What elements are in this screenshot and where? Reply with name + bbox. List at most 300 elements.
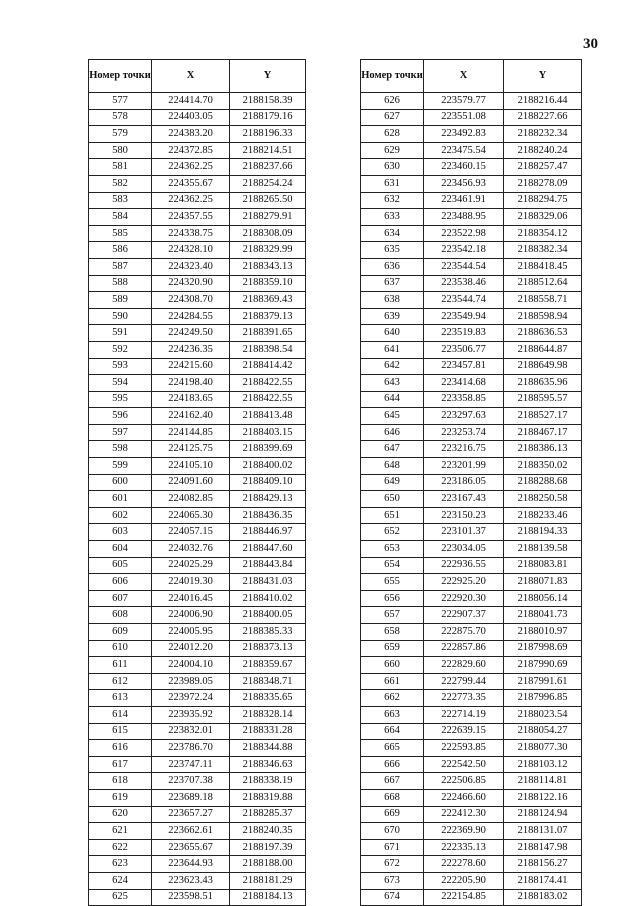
- cell-y: 2188254.24: [230, 175, 306, 192]
- cell-point-number: 655: [361, 574, 424, 591]
- cell-y: 2188400.02: [230, 458, 306, 475]
- cell-point-number: 661: [361, 673, 424, 690]
- cell-y: 2188331.28: [230, 723, 306, 740]
- cell-point-number: 648: [361, 458, 424, 475]
- cell-point-number: 589: [89, 292, 152, 309]
- cell-x: 224249.50: [152, 325, 230, 342]
- cell-y: 2188156.27: [504, 856, 582, 873]
- table-row: [89, 839, 306, 856]
- cell-point-number: 662: [361, 690, 424, 707]
- cell-point-number: 607: [89, 590, 152, 607]
- table-row: [89, 408, 306, 425]
- table-row: [361, 839, 582, 856]
- cell-point-number: 645: [361, 408, 424, 425]
- cell-y: 2188467.17: [504, 424, 582, 441]
- table-row: [89, 93, 306, 110]
- cell-y: 2187998.69: [504, 640, 582, 657]
- cell-point-number: 613: [89, 690, 152, 707]
- table-row: [361, 109, 582, 126]
- table-row: [361, 275, 582, 292]
- cell-x: 224005.95: [152, 624, 230, 641]
- table-row: [361, 391, 582, 408]
- table-row: [361, 375, 582, 392]
- table-row: [361, 441, 582, 458]
- cell-point-number: 616: [89, 740, 152, 757]
- cell-point-number: 578: [89, 109, 152, 126]
- cell-point-number: 631: [361, 175, 424, 192]
- cell-point-number: 618: [89, 773, 152, 790]
- cell-y: 2187991.61: [504, 673, 582, 690]
- cell-point-number: 671: [361, 839, 424, 856]
- cell-y: 2188335.65: [230, 690, 306, 707]
- cell-x: 223519.83: [424, 325, 504, 342]
- cell-y: 2188240.35: [230, 823, 306, 840]
- cell-y: 2188233.46: [504, 507, 582, 524]
- cell-y: 2188250.58: [504, 491, 582, 508]
- cell-x: 224215.60: [152, 358, 230, 375]
- cell-x: 222542.50: [424, 756, 504, 773]
- table-row: [361, 590, 582, 607]
- table-row: [361, 723, 582, 740]
- cell-point-number: 652: [361, 524, 424, 541]
- table-row: [89, 308, 306, 325]
- cell-point-number: 666: [361, 756, 424, 773]
- cell-y: 2188403.15: [230, 424, 306, 441]
- cell-x: 223786.70: [152, 740, 230, 757]
- cell-point-number: 623: [89, 856, 152, 873]
- cell-x: 224403.05: [152, 109, 230, 126]
- cell-y: 2188443.84: [230, 557, 306, 574]
- table-row: [361, 872, 582, 889]
- cell-y: 2188184.13: [230, 889, 306, 906]
- cell-point-number: 665: [361, 740, 424, 757]
- cell-y: 2188174.41: [504, 872, 582, 889]
- cell-point-number: 577: [89, 93, 152, 110]
- cell-x: 222925.20: [424, 574, 504, 591]
- cell-y: 2188369.43: [230, 292, 306, 309]
- cell-y: 2188194.33: [504, 524, 582, 541]
- cell-y: 2188558.71: [504, 292, 582, 309]
- table-body-right: [361, 93, 582, 906]
- cell-y: 2188359.10: [230, 275, 306, 292]
- cell-y: 2188179.16: [230, 109, 306, 126]
- cell-x: 224019.30: [152, 574, 230, 591]
- cell-point-number: 587: [89, 258, 152, 275]
- cell-point-number: 621: [89, 823, 152, 840]
- table-row: [361, 126, 582, 143]
- cell-y: 2188124.94: [504, 806, 582, 823]
- cell-x: 223186.05: [424, 474, 504, 491]
- cell-x: 222593.85: [424, 740, 504, 757]
- cell-point-number: 629: [361, 142, 424, 159]
- cell-y: 2188359.67: [230, 657, 306, 674]
- cell-x: 224125.75: [152, 441, 230, 458]
- cell-y: 2188595.57: [504, 391, 582, 408]
- table-header-row: [89, 60, 306, 93]
- cell-x: 223297.63: [424, 408, 504, 425]
- cell-y: 2188338.19: [230, 773, 306, 790]
- cell-x: 222205.90: [424, 872, 504, 889]
- cell-y: 2188399.69: [230, 441, 306, 458]
- cell-y: 2188373.13: [230, 640, 306, 657]
- table-row: [361, 358, 582, 375]
- cell-point-number: 625: [89, 889, 152, 906]
- table-row: [361, 225, 582, 242]
- cell-y: 2188329.99: [230, 242, 306, 259]
- table-row: [89, 109, 306, 126]
- cell-point-number: 673: [361, 872, 424, 889]
- cell-x: 224320.90: [152, 275, 230, 292]
- table-row: [89, 192, 306, 209]
- table-row: [89, 590, 306, 607]
- cell-x: 224012.20: [152, 640, 230, 657]
- cell-x: 223101.37: [424, 524, 504, 541]
- cell-point-number: 614: [89, 706, 152, 723]
- table-row: [361, 856, 582, 873]
- cell-x: 224065.30: [152, 507, 230, 524]
- cell-x: 222773.35: [424, 690, 504, 707]
- cell-y: 2188400.05: [230, 607, 306, 624]
- header-y: Y: [230, 60, 306, 93]
- table-body-left: [89, 93, 306, 906]
- cell-x: 223475.54: [424, 142, 504, 159]
- cell-point-number: 599: [89, 458, 152, 475]
- header-point-number: Номер точки: [89, 60, 152, 93]
- cell-y: 2188077.30: [504, 740, 582, 757]
- cell-y: 2188288.68: [504, 474, 582, 491]
- cell-y: 2188422.55: [230, 375, 306, 392]
- cell-point-number: 595: [89, 391, 152, 408]
- cell-x: 223972.24: [152, 690, 230, 707]
- cell-x: 224362.25: [152, 192, 230, 209]
- cell-y: 2188391.65: [230, 325, 306, 342]
- table-row: [89, 806, 306, 823]
- cell-point-number: 656: [361, 590, 424, 607]
- cell-y: 2188197.39: [230, 839, 306, 856]
- cell-y: 2188429.13: [230, 491, 306, 508]
- cell-point-number: 624: [89, 872, 152, 889]
- cell-y: 2188265.50: [230, 192, 306, 209]
- table-row: [89, 507, 306, 524]
- cell-x: 224144.85: [152, 424, 230, 441]
- cell-y: 2187990.69: [504, 657, 582, 674]
- table-row: [361, 325, 582, 342]
- cell-point-number: 670: [361, 823, 424, 840]
- cell-x: 224198.40: [152, 375, 230, 392]
- cell-point-number: 584: [89, 209, 152, 226]
- cell-point-number: 590: [89, 308, 152, 325]
- cell-y: 2188636.53: [504, 325, 582, 342]
- header-point-number: Номер точки: [361, 60, 424, 93]
- cell-y: 2188422.55: [230, 391, 306, 408]
- cell-point-number: 646: [361, 424, 424, 441]
- cell-x: 223506.77: [424, 341, 504, 358]
- table-row: [361, 258, 582, 275]
- cell-y: 2188188.00: [230, 856, 306, 873]
- cell-y: 2188139.58: [504, 541, 582, 558]
- header-y: Y: [504, 60, 582, 93]
- cell-x: 223457.81: [424, 358, 504, 375]
- cell-point-number: 619: [89, 789, 152, 806]
- cell-point-number: 581: [89, 159, 152, 176]
- cell-x: 222369.90: [424, 823, 504, 840]
- cell-point-number: 628: [361, 126, 424, 143]
- cell-y: 2188196.33: [230, 126, 306, 143]
- cell-y: 2188278.09: [504, 175, 582, 192]
- table-row: [89, 524, 306, 541]
- cell-x: 224006.90: [152, 607, 230, 624]
- cell-y: 2188343.13: [230, 258, 306, 275]
- cell-x: 223935.92: [152, 706, 230, 723]
- cell-x: 222335.13: [424, 839, 504, 856]
- cell-y: 2188240.24: [504, 142, 582, 159]
- table-row: [89, 756, 306, 773]
- table-row: [361, 341, 582, 358]
- cell-x: 223150.23: [424, 507, 504, 524]
- cell-y: 2188386.13: [504, 441, 582, 458]
- cell-point-number: 598: [89, 441, 152, 458]
- cell-point-number: 617: [89, 756, 152, 773]
- cell-y: 2188350.02: [504, 458, 582, 475]
- cell-point-number: 633: [361, 209, 424, 226]
- cell-point-number: 620: [89, 806, 152, 823]
- cell-y: 2188158.39: [230, 93, 306, 110]
- cell-point-number: 602: [89, 507, 152, 524]
- table-row: [361, 690, 582, 707]
- cell-y: 2188379.13: [230, 308, 306, 325]
- cell-y: 2188329.06: [504, 209, 582, 226]
- cell-x: 223707.38: [152, 773, 230, 790]
- header-x: X: [152, 60, 230, 93]
- cell-point-number: 651: [361, 507, 424, 524]
- cell-point-number: 630: [361, 159, 424, 176]
- cell-y: 2188103.12: [504, 756, 582, 773]
- cell-x: 224383.20: [152, 126, 230, 143]
- cell-point-number: 654: [361, 557, 424, 574]
- cell-y: 2188446.97: [230, 524, 306, 541]
- cell-point-number: 669: [361, 806, 424, 823]
- cell-y: 2188294.75: [504, 192, 582, 209]
- cell-point-number: 637: [361, 275, 424, 292]
- cell-x: 224372.85: [152, 142, 230, 159]
- table-row: [361, 624, 582, 641]
- cell-x: 223460.15: [424, 159, 504, 176]
- cell-point-number: 635: [361, 242, 424, 259]
- cell-y: 2188409.10: [230, 474, 306, 491]
- coordinates-table-left: [88, 59, 306, 906]
- cell-y: 2188122.16: [504, 789, 582, 806]
- cell-y: 2187996.85: [504, 690, 582, 707]
- table-row: [89, 541, 306, 558]
- page-number: 30: [583, 36, 598, 52]
- cell-point-number: 632: [361, 192, 424, 209]
- cell-y: 2188056.14: [504, 590, 582, 607]
- table-row: [361, 806, 582, 823]
- table-row: [89, 491, 306, 508]
- cell-x: 223034.05: [424, 541, 504, 558]
- cell-x: 224057.15: [152, 524, 230, 541]
- cell-y: 2188257.47: [504, 159, 582, 176]
- cell-x: 222714.19: [424, 706, 504, 723]
- cell-x: 223542.18: [424, 242, 504, 259]
- table-row: [361, 889, 582, 906]
- table-row: [89, 142, 306, 159]
- table-row: [361, 789, 582, 806]
- table-row: [89, 740, 306, 757]
- table-row: [89, 690, 306, 707]
- cell-point-number: 658: [361, 624, 424, 641]
- cell-point-number: 611: [89, 657, 152, 674]
- cell-y: 2188023.54: [504, 706, 582, 723]
- table-row: [89, 126, 306, 143]
- cell-x: 222857.86: [424, 640, 504, 657]
- table-row: [361, 541, 582, 558]
- cell-point-number: 593: [89, 358, 152, 375]
- table-row: [89, 624, 306, 641]
- cell-point-number: 668: [361, 789, 424, 806]
- table-row: [361, 756, 582, 773]
- cell-x: 224091.60: [152, 474, 230, 491]
- table-row: [361, 491, 582, 508]
- cell-point-number: 639: [361, 308, 424, 325]
- cell-x: 224357.55: [152, 209, 230, 226]
- table-row: [89, 325, 306, 342]
- cell-point-number: 636: [361, 258, 424, 275]
- cell-x: 223598.51: [152, 889, 230, 906]
- table-row: [89, 159, 306, 176]
- cell-x: 223522.98: [424, 225, 504, 242]
- table-row: [89, 657, 306, 674]
- cell-point-number: 653: [361, 541, 424, 558]
- cell-point-number: 664: [361, 723, 424, 740]
- table-row: [361, 673, 582, 690]
- table-row: [89, 341, 306, 358]
- table-row: [361, 524, 582, 541]
- table-row: [361, 507, 582, 524]
- cell-x: 224105.10: [152, 458, 230, 475]
- cell-point-number: 640: [361, 325, 424, 342]
- cell-point-number: 674: [361, 889, 424, 906]
- cell-point-number: 612: [89, 673, 152, 690]
- cell-x: 224025.29: [152, 557, 230, 574]
- cell-y: 2188431.03: [230, 574, 306, 591]
- table-row: [89, 275, 306, 292]
- cell-x: 222829.60: [424, 657, 504, 674]
- cell-point-number: 591: [89, 325, 152, 342]
- cell-y: 2188214.51: [230, 142, 306, 159]
- table-row: [361, 242, 582, 259]
- cell-y: 2188382.34: [504, 242, 582, 259]
- cell-x: 223832.01: [152, 723, 230, 740]
- table-row: [361, 175, 582, 192]
- cell-x: 223551.08: [424, 109, 504, 126]
- cell-point-number: 583: [89, 192, 152, 209]
- cell-x: 222875.70: [424, 624, 504, 641]
- table-row: [89, 640, 306, 657]
- cell-y: 2188285.37: [230, 806, 306, 823]
- cell-point-number: 615: [89, 723, 152, 740]
- table-row: [361, 740, 582, 757]
- cell-y: 2188131.07: [504, 823, 582, 840]
- cell-point-number: 634: [361, 225, 424, 242]
- table-row: [361, 308, 582, 325]
- table-row: [89, 391, 306, 408]
- table-row: [89, 856, 306, 873]
- table-row: [89, 242, 306, 259]
- cell-point-number: 609: [89, 624, 152, 641]
- cell-point-number: 604: [89, 541, 152, 558]
- cell-y: 2188114.81: [504, 773, 582, 790]
- cell-y: 2188413.48: [230, 408, 306, 425]
- cell-point-number: 580: [89, 142, 152, 159]
- cell-x: 223657.27: [152, 806, 230, 823]
- cell-x: 223623.43: [152, 872, 230, 889]
- cell-x: 223747.11: [152, 756, 230, 773]
- cell-x: 224082.85: [152, 491, 230, 508]
- cell-x: 223488.95: [424, 209, 504, 226]
- cell-y: 2188183.02: [504, 889, 582, 906]
- cell-x: 223579.77: [424, 93, 504, 110]
- cell-point-number: 650: [361, 491, 424, 508]
- cell-point-number: 642: [361, 358, 424, 375]
- cell-x: 223461.91: [424, 192, 504, 209]
- cell-point-number: 600: [89, 474, 152, 491]
- cell-point-number: 643: [361, 375, 424, 392]
- cell-y: 2188410.02: [230, 590, 306, 607]
- cell-y: 2188328.14: [230, 706, 306, 723]
- table-row: [89, 209, 306, 226]
- cell-x: 223253.74: [424, 424, 504, 441]
- cell-point-number: 622: [89, 839, 152, 856]
- cell-y: 2188308.09: [230, 225, 306, 242]
- cell-x: 224328.10: [152, 242, 230, 259]
- cell-point-number: 596: [89, 408, 152, 425]
- table-row: [89, 557, 306, 574]
- cell-point-number: 626: [361, 93, 424, 110]
- cell-point-number: 597: [89, 424, 152, 441]
- table-row: [361, 474, 582, 491]
- cell-x: 223544.54: [424, 258, 504, 275]
- table-row: [89, 292, 306, 309]
- cell-point-number: 585: [89, 225, 152, 242]
- table-row: [361, 458, 582, 475]
- table-row: [89, 723, 306, 740]
- cell-x: 224004.10: [152, 657, 230, 674]
- cell-point-number: 659: [361, 640, 424, 657]
- cell-point-number: 582: [89, 175, 152, 192]
- cell-point-number: 649: [361, 474, 424, 491]
- cell-point-number: 588: [89, 275, 152, 292]
- cell-y: 2188598.94: [504, 308, 582, 325]
- table-row: [89, 375, 306, 392]
- cell-y: 2188436.35: [230, 507, 306, 524]
- cell-x: 224236.35: [152, 341, 230, 358]
- cell-x: 223544.74: [424, 292, 504, 309]
- table-row: [361, 574, 582, 591]
- cell-point-number: 606: [89, 574, 152, 591]
- cell-x: 223689.18: [152, 789, 230, 806]
- cell-point-number: 667: [361, 773, 424, 790]
- table-row: [361, 209, 582, 226]
- cell-y: 2188635.96: [504, 375, 582, 392]
- cell-y: 2188649.98: [504, 358, 582, 375]
- cell-point-number: 603: [89, 524, 152, 541]
- cell-x: 224355.67: [152, 175, 230, 192]
- cell-y: 2188348.71: [230, 673, 306, 690]
- cell-x: 222799.44: [424, 673, 504, 690]
- cell-y: 2188385.33: [230, 624, 306, 641]
- cell-point-number: 657: [361, 607, 424, 624]
